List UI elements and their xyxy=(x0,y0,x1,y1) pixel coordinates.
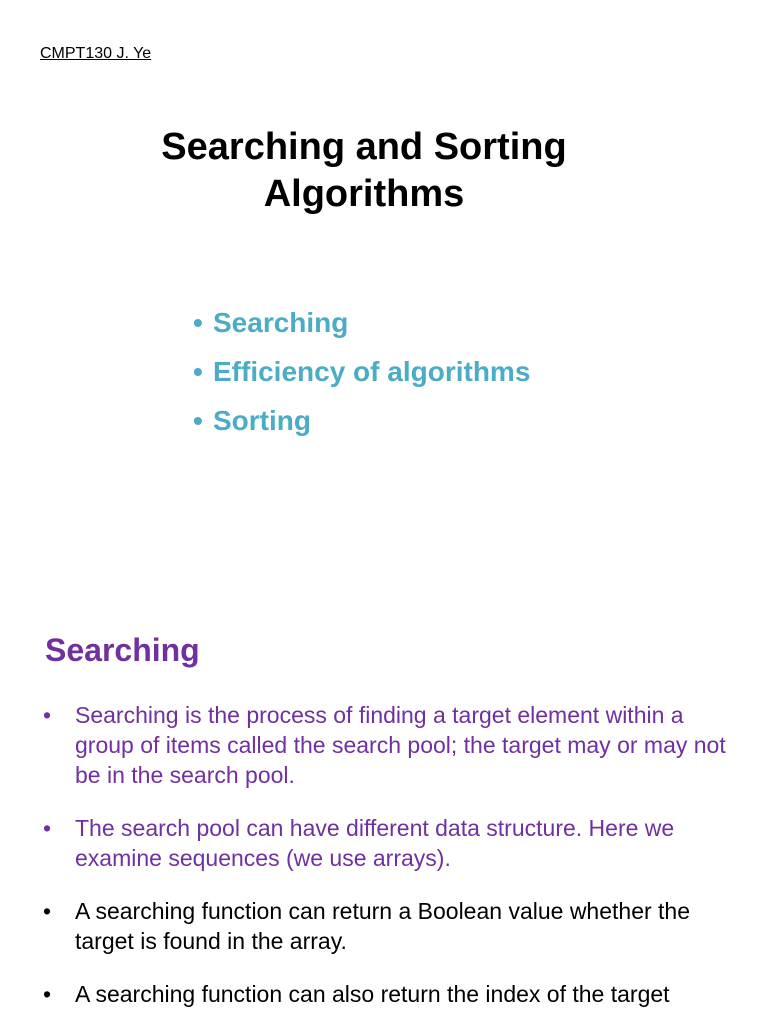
topic-item xyxy=(193,298,530,347)
topic-label: Searching xyxy=(213,307,349,338)
bullet-point-text: A searching function can also return the index of the target xyxy=(75,981,670,1007)
bullet-point xyxy=(43,813,748,873)
bullet-icon: • xyxy=(193,307,203,338)
bullet-point xyxy=(43,700,748,790)
bullet-icon: • xyxy=(193,356,203,387)
slide-title xyxy=(100,124,628,218)
topic-label: Sorting xyxy=(213,405,311,436)
topic-item xyxy=(193,347,530,396)
topics-list xyxy=(193,298,530,445)
bullet-icon: • xyxy=(43,815,52,841)
bullet-point xyxy=(43,896,748,956)
bullet-icon: • xyxy=(43,898,52,924)
bullet-point-text: Searching is the process of finding a target element within a group of items called the search pool; the target may or may not be in the search pool. xyxy=(75,702,726,788)
bullet-point xyxy=(43,979,748,1009)
bullet-icon: • xyxy=(193,405,203,436)
slide-title-line-2: Algorithms xyxy=(263,173,465,215)
slide-title-line-1: Searching and Sorting xyxy=(161,126,567,168)
topic-item xyxy=(193,396,530,445)
bullet-icon: • xyxy=(43,981,52,1007)
bullet-points-list xyxy=(43,700,748,1032)
bullet-icon: • xyxy=(43,702,52,728)
section-title: Searching xyxy=(45,632,200,668)
topic-label: Efficiency of algorithms xyxy=(213,356,531,387)
bullet-point-text: The search pool can have different data structure. Here we examine sequences (we use arrays). xyxy=(75,815,675,871)
course-header: CMPT130 J. Ye xyxy=(40,45,152,62)
bullet-point-text: A searching function can return a Boolean value whether the target is found in the array. xyxy=(75,898,691,954)
